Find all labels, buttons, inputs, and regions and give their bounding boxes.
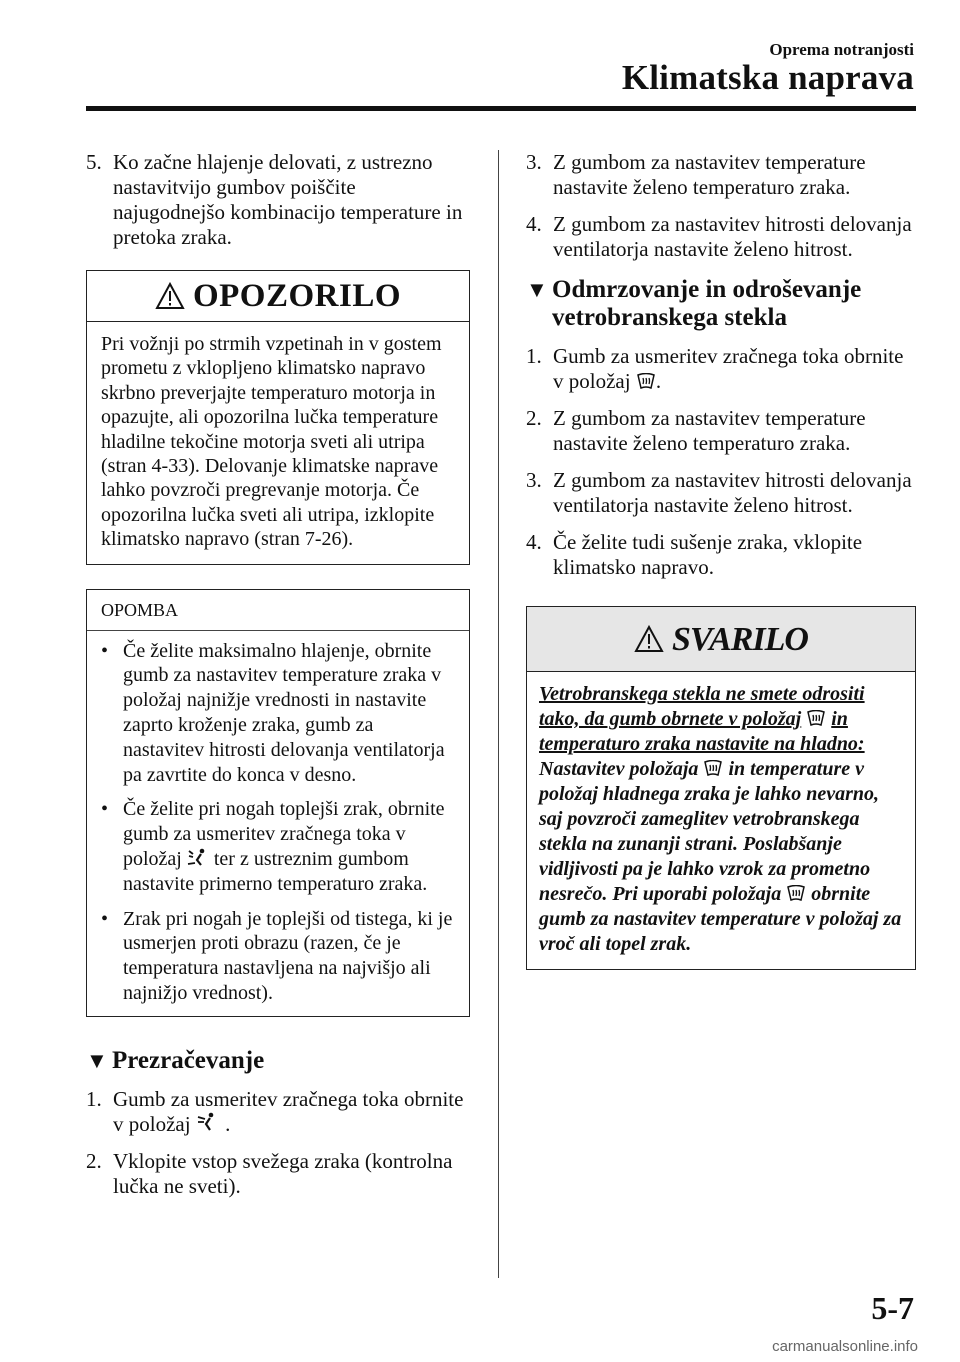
note-title: OPOMBA bbox=[87, 590, 469, 631]
page-title: Klimatska naprava bbox=[621, 58, 914, 97]
section-ventilation: ▼ Prezračevanje bbox=[86, 1046, 265, 1074]
ventilation-step-2: 2. Vklopite vstop svežega zraka (kontrolna lučka ne sveti). bbox=[86, 1148, 453, 1198]
warning-header bbox=[87, 271, 469, 322]
note-bullet: • Če želite maksimalno hlajenje, obrnite gumb za nastavitev temperature zraka v položaj najnižje vrednosti in nastavite zaprto kroženje zraka, gumb za nastavitev hitrosti delovanja ventilatorja pa zavrtite do konca v desno. bbox=[101, 639, 445, 786]
left-column bbox=[86, 150, 470, 1211]
step-3: 3. Z gumbom za nastavitev temperature nastavite želeno temperaturo zraka. bbox=[526, 150, 866, 199]
windshield-defrost-icon bbox=[806, 710, 826, 728]
face-vent-icon bbox=[196, 1112, 220, 1134]
header-rule bbox=[86, 106, 916, 111]
note-bullet: • Če želite pri nogah toplejši zrak, obrnite gumb za usmeritev zračnega toka v položaj ter z ustreznim gumbom nastavite primerno temperaturo zraka. bbox=[101, 798, 445, 895]
warning-box bbox=[86, 270, 470, 565]
page-number: 5-7 bbox=[871, 1290, 914, 1326]
defrost-step-2: 2. Z gumbom za nastavitev temperature nastavite želeno temperaturo zraka. bbox=[526, 406, 866, 455]
warning-title: OPOZORILO bbox=[192, 277, 402, 314]
section-defrost: ▼ Odmrzovanje in odroševanje vetrobranskega stekla bbox=[526, 276, 862, 331]
warning-triangle-icon bbox=[155, 282, 185, 310]
defrost-step-4: 4. Če želite tudi sušenje zraka, vklopite klimatsko napravo. bbox=[526, 530, 863, 579]
header-subtitle: Oprema notranjosti bbox=[769, 40, 914, 59]
windshield-defrost-icon bbox=[786, 885, 806, 903]
watermark: carmanualsonline.info bbox=[772, 1338, 918, 1355]
warning-triangle-icon bbox=[634, 625, 664, 653]
warning-text: Pri vožnji po strmih vzpetinah in v gostem prometu z vklopljeno klimatsko napravo skrbno preverjajte temperaturo motorja in opazujte, ali opozorilna lučka temperature hladilne tekočine motorja sveti ali utripa (stran 4-33). Delovanje klimatske naprave lahko povzroči pregrevanje motorja. Če opozorilna lučka sveti ali utripa, izklopite klimatsko napravo (stran 7-26). bbox=[101, 333, 442, 551]
windshield-defrost-icon bbox=[636, 373, 656, 391]
step-5: 5. Ko začne hlajenje delovati, z ustrezno nastavitvijo gumbov poiščite najugodnejšo kombinacijo temperature in pretoka zraka. bbox=[86, 150, 463, 249]
note-bullet: • Zrak pri nogah je toplejši od tistega, ki je usmerjen proti obrazu (razen, če je temperatura nastavljena na najvišjo ali najnižjo vrednost). bbox=[101, 907, 453, 1005]
caution-box bbox=[526, 606, 916, 970]
floor-vent-icon bbox=[187, 848, 209, 868]
caution-header bbox=[527, 607, 915, 672]
note-box bbox=[86, 589, 470, 1017]
caution-text: Vetrobranskega stekla ne smete odrositi tako, da gumb obrnete v položaj in temperaturo zraka nastavite na hladno: Nastavitev položaja in temperature v položaj hladnega zraka je lahko nevarno, saj povzroči zameglitev vetrobranskega stekla na zunanji strani. Poslabšanje vidljivosti pa je lahko vzrok za prometno nesrečo. Pri uporabi položaja obrnite gumb za nastavitev temperature v položaj za vroč ali topel zrak. bbox=[539, 683, 902, 955]
right-column bbox=[526, 150, 916, 994]
caution-title: SVARILO bbox=[672, 620, 808, 658]
windshield-defrost-icon bbox=[703, 760, 723, 778]
ventilation-step-1: 1. Gumb za usmeritev zračnega toka obrnite v položaj . bbox=[86, 1086, 464, 1136]
column-divider bbox=[498, 150, 499, 1278]
step-4: 4. Z gumbom za nastavitev hitrosti delovanja ventilatorja nastavite želeno hitrost. bbox=[526, 212, 912, 261]
defrost-step-1: 1. Gumb za usmeritev zračnega toka obrnite v položaj . bbox=[526, 344, 904, 393]
defrost-step-3: 3. Z gumbom za nastavitev hitrosti delovanja ventilatorja nastavite želeno hitrost. bbox=[526, 468, 912, 517]
